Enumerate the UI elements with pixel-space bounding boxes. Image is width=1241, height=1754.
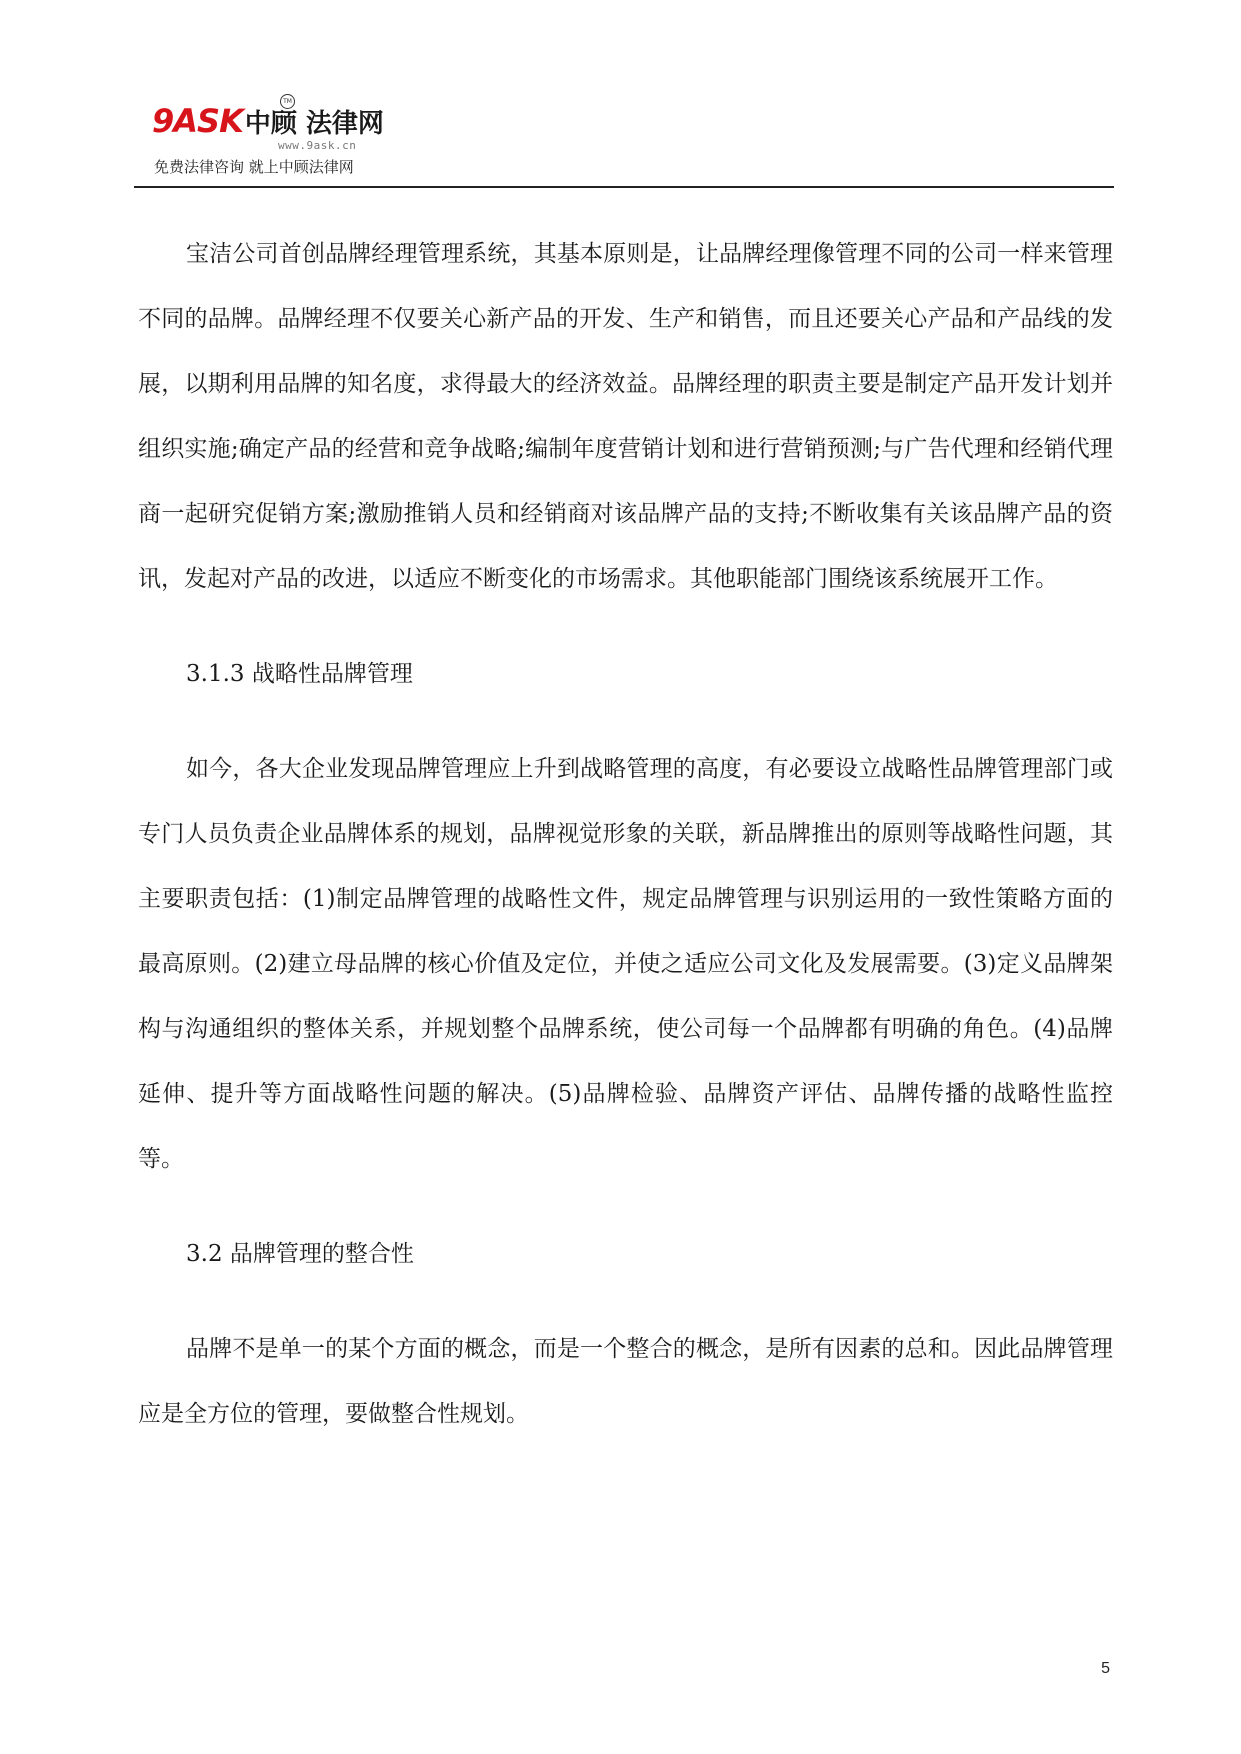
logo-url: www.9ask.cn [278,139,357,152]
logo-name: 中顾 法律网 [244,109,384,139]
paragraph-brand-manager-system: 宝洁公司首创品牌经理管理系统，其基本原则是，让品牌经理像管理不同的公司一样来管理不同的品牌。品牌经理不仅要关心新产品的开发、生产和销售，而且还要关心产品和产品线的发展，以期利用品牌的知名度，求得最大的经济效益。品牌经理的职责主要是制定产品开发计划并组织实施;确定产品的经营和竞争战略;编制年度营销计划和进行营销预测;与广告代理和经销代理商一起研究促销方案;激励推销人员和经销商对该品牌产品的支持;不断收集有关该品牌产品的资讯，发起对产品的改进，以适应不断变化的市场需求。其他职能部门围绕该系统展开工作。 [138,241,1113,592]
logo-brand: 9ASK [152,102,243,140]
page-number: 5 [1101,1660,1110,1677]
trademark-icon: TM [280,94,295,109]
logo-wordmark [152,104,384,144]
section-heading-3-1-3: 3.1.3 战略性品牌管理 [186,661,413,687]
header-divider [134,186,1114,188]
page-header [134,100,1114,188]
section-heading-3-2: 3.2 品牌管理的整合性 [186,1241,414,1267]
site-logo[interactable] [152,100,412,180]
paragraph-brand-integration: 品牌不是单一的某个方面的概念，而是一个整合的概念，是所有因素的总和。因此品牌管理应是全方位的管理，要做整合性规划。 [138,1336,1113,1427]
paragraph-strategic-brand-management: 如今，各大企业发现品牌管理应上升到战略管理的高度，有必要设立战略性品牌管理部门或专门人员负责企业品牌体系的规划，品牌视觉形象的关联，新品牌推出的原则等战略性问题，其主要职责包括：(1)制定品牌管理的战略性文件，规定品牌管理与识别运用的一致性策略方面的最高原则。(2)建立母品牌的核心价值及定位，并使之适应公司文化及发展需要。(3)定义品牌架构与沟通组织的整体关系，并规划整个品牌系统，使公司每一个品牌都有明确的角色。(4)品牌延伸、提升等方面战略性问题的解决。(5)品牌检验、品牌资产评估、品牌传播的战略性监控等。 [138,756,1113,1172]
logo-slogan: 免费法律咨询 就上中顾法律网 [154,158,354,176]
document-body [138,222,1113,1447]
